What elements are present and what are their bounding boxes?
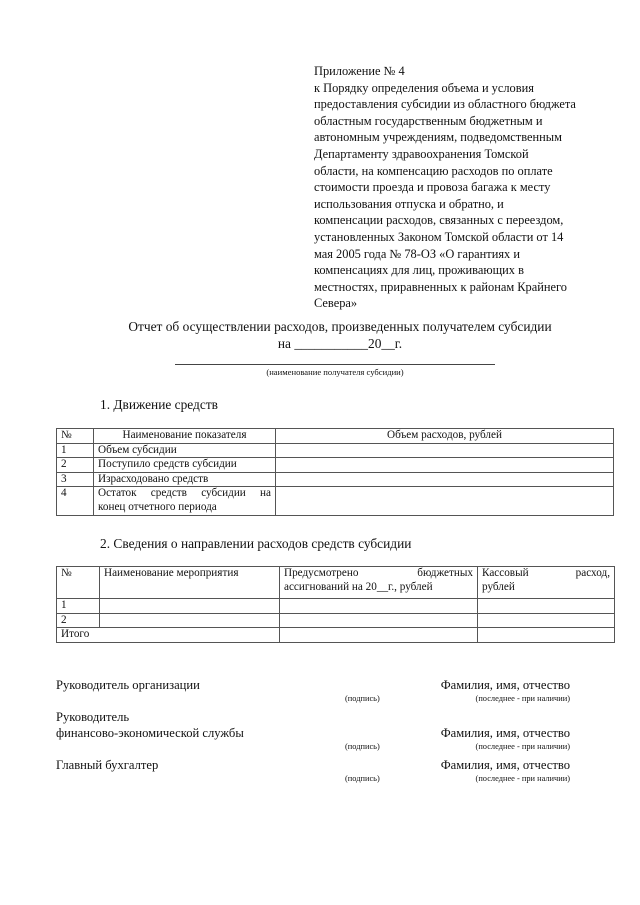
- signature-fin-label-line2: финансово-экономической службы: [56, 726, 244, 740]
- total-planned: [280, 628, 478, 643]
- row-name-line: Остаток средств субсидии на: [98, 487, 271, 500]
- appendix-line: автономным учреждениям, подведомственным: [314, 130, 562, 145]
- header-cash-line: Кассовый расход,: [482, 567, 610, 579]
- signature-head-name: Фамилия, имя, отчество: [440, 678, 570, 692]
- row-num: 2: [57, 458, 94, 473]
- appendix-line: Приложение № 4: [314, 64, 405, 78]
- row-value: [276, 458, 614, 473]
- appendix-note: [314, 63, 614, 312]
- table-row: [57, 443, 614, 458]
- signature-accountant-name-caption: (последнее - при наличии): [475, 774, 570, 783]
- header-planned-line: Предусмотрено бюджетных: [284, 567, 473, 579]
- expenses-direction-table: [56, 566, 615, 643]
- signature-fin-sign-caption: (подпись): [345, 742, 380, 751]
- signature-accountant-label: Главный бухгалтер: [56, 758, 159, 772]
- table-total-row: [57, 628, 615, 643]
- total-label: Итого: [57, 628, 280, 643]
- report-period: на ___________20__г.: [277, 336, 403, 351]
- row-num: 4: [57, 487, 94, 515]
- row-name: Израсходовано средств: [94, 472, 276, 487]
- header-indicator: Наименование показателя: [94, 429, 276, 444]
- signature-head-sign-caption: (подпись): [345, 694, 380, 703]
- table-row: [57, 613, 615, 628]
- table-row: [57, 472, 614, 487]
- header-event: Наименование мероприятия: [100, 567, 280, 599]
- appendix-line: мая 2005 года № 78-ОЗ «О гарантиях и: [314, 246, 520, 261]
- row-value: [276, 487, 614, 515]
- signature-head-name-caption: (последнее - при наличии): [475, 694, 570, 703]
- report-title: Отчет об осуществлении расходов, произведенных получателем субсидии: [128, 319, 552, 334]
- appendix-line: областным государственным бюджетным и: [314, 113, 543, 128]
- header-cash: [478, 567, 615, 599]
- appendix-line: к Порядку определения объема и условия: [314, 80, 534, 95]
- table-row: [57, 458, 614, 473]
- recipient-underline: [175, 364, 495, 365]
- row-num: 3: [57, 472, 94, 487]
- signature-accountant-name: Фамилия, имя, отчество: [440, 758, 570, 772]
- row-num: 2: [57, 613, 100, 628]
- row-name-line: конец отчетного периода: [98, 500, 217, 513]
- appendix-line: компенсациях для лиц, проживающих в: [314, 263, 524, 278]
- row-planned: [280, 599, 478, 614]
- section2-heading: 2. Сведения о направлении расходов средств субсидии: [100, 536, 412, 551]
- table-header-row: [57, 567, 615, 599]
- section1-heading: 1. Движение средств: [100, 397, 218, 412]
- header-expenses: Объем расходов, рублей: [276, 429, 614, 444]
- row-num: 1: [57, 443, 94, 458]
- table-row: [57, 487, 614, 515]
- header-planned: [280, 567, 478, 599]
- row-cash: [478, 599, 615, 614]
- row-name: [94, 487, 276, 515]
- appendix-line: стоимости проезда и провоза багажа к месту: [314, 180, 551, 195]
- appendix-line: Департаменту здравоохранения Томской: [314, 146, 529, 161]
- appendix-line: предоставления субсидии из областного бюджета: [314, 97, 576, 112]
- signature-accountant-sign-caption: (подпись): [345, 774, 380, 783]
- recipient-caption: (наименование получателя субсидии): [266, 367, 404, 377]
- appendix-line: использования отпуска и обратно, и: [314, 196, 504, 211]
- row-num: 1: [57, 599, 100, 614]
- row-event: [100, 613, 280, 628]
- signature-head-label: Руководитель организации: [56, 678, 200, 692]
- row-planned: [280, 613, 478, 628]
- signature-fin-name-caption: (последнее - при наличии): [475, 742, 570, 751]
- row-name: Объем субсидии: [94, 443, 276, 458]
- table-header-row: [57, 429, 614, 444]
- header-num: №: [57, 429, 94, 444]
- appendix-line: компенсации расходов, связанных с переездом,: [314, 213, 564, 228]
- row-event: [100, 599, 280, 614]
- appendix-line: установленных Законом Томской области от 14: [314, 229, 564, 244]
- funds-movement-table: [56, 428, 614, 516]
- appendix-line: Севера»: [314, 296, 358, 311]
- table-row: [57, 599, 615, 614]
- signature-fin-label-line1: Руководитель: [56, 710, 130, 724]
- appendix-line: области, на компенсацию расходов по оплате: [314, 163, 553, 178]
- row-value: [276, 472, 614, 487]
- signature-fin-name: Фамилия, имя, отчество: [440, 726, 570, 740]
- header-planned-line: ассигнований на 20__г., рублей: [284, 580, 433, 593]
- appendix-line: местностях, приравненных к районам Крайнего: [314, 279, 567, 294]
- header-num: №: [57, 567, 100, 599]
- total-cash: [478, 628, 615, 643]
- row-value: [276, 443, 614, 458]
- row-name: Поступило средств субсидии: [94, 458, 276, 473]
- row-cash: [478, 613, 615, 628]
- header-cash-line: рублей: [482, 580, 515, 593]
